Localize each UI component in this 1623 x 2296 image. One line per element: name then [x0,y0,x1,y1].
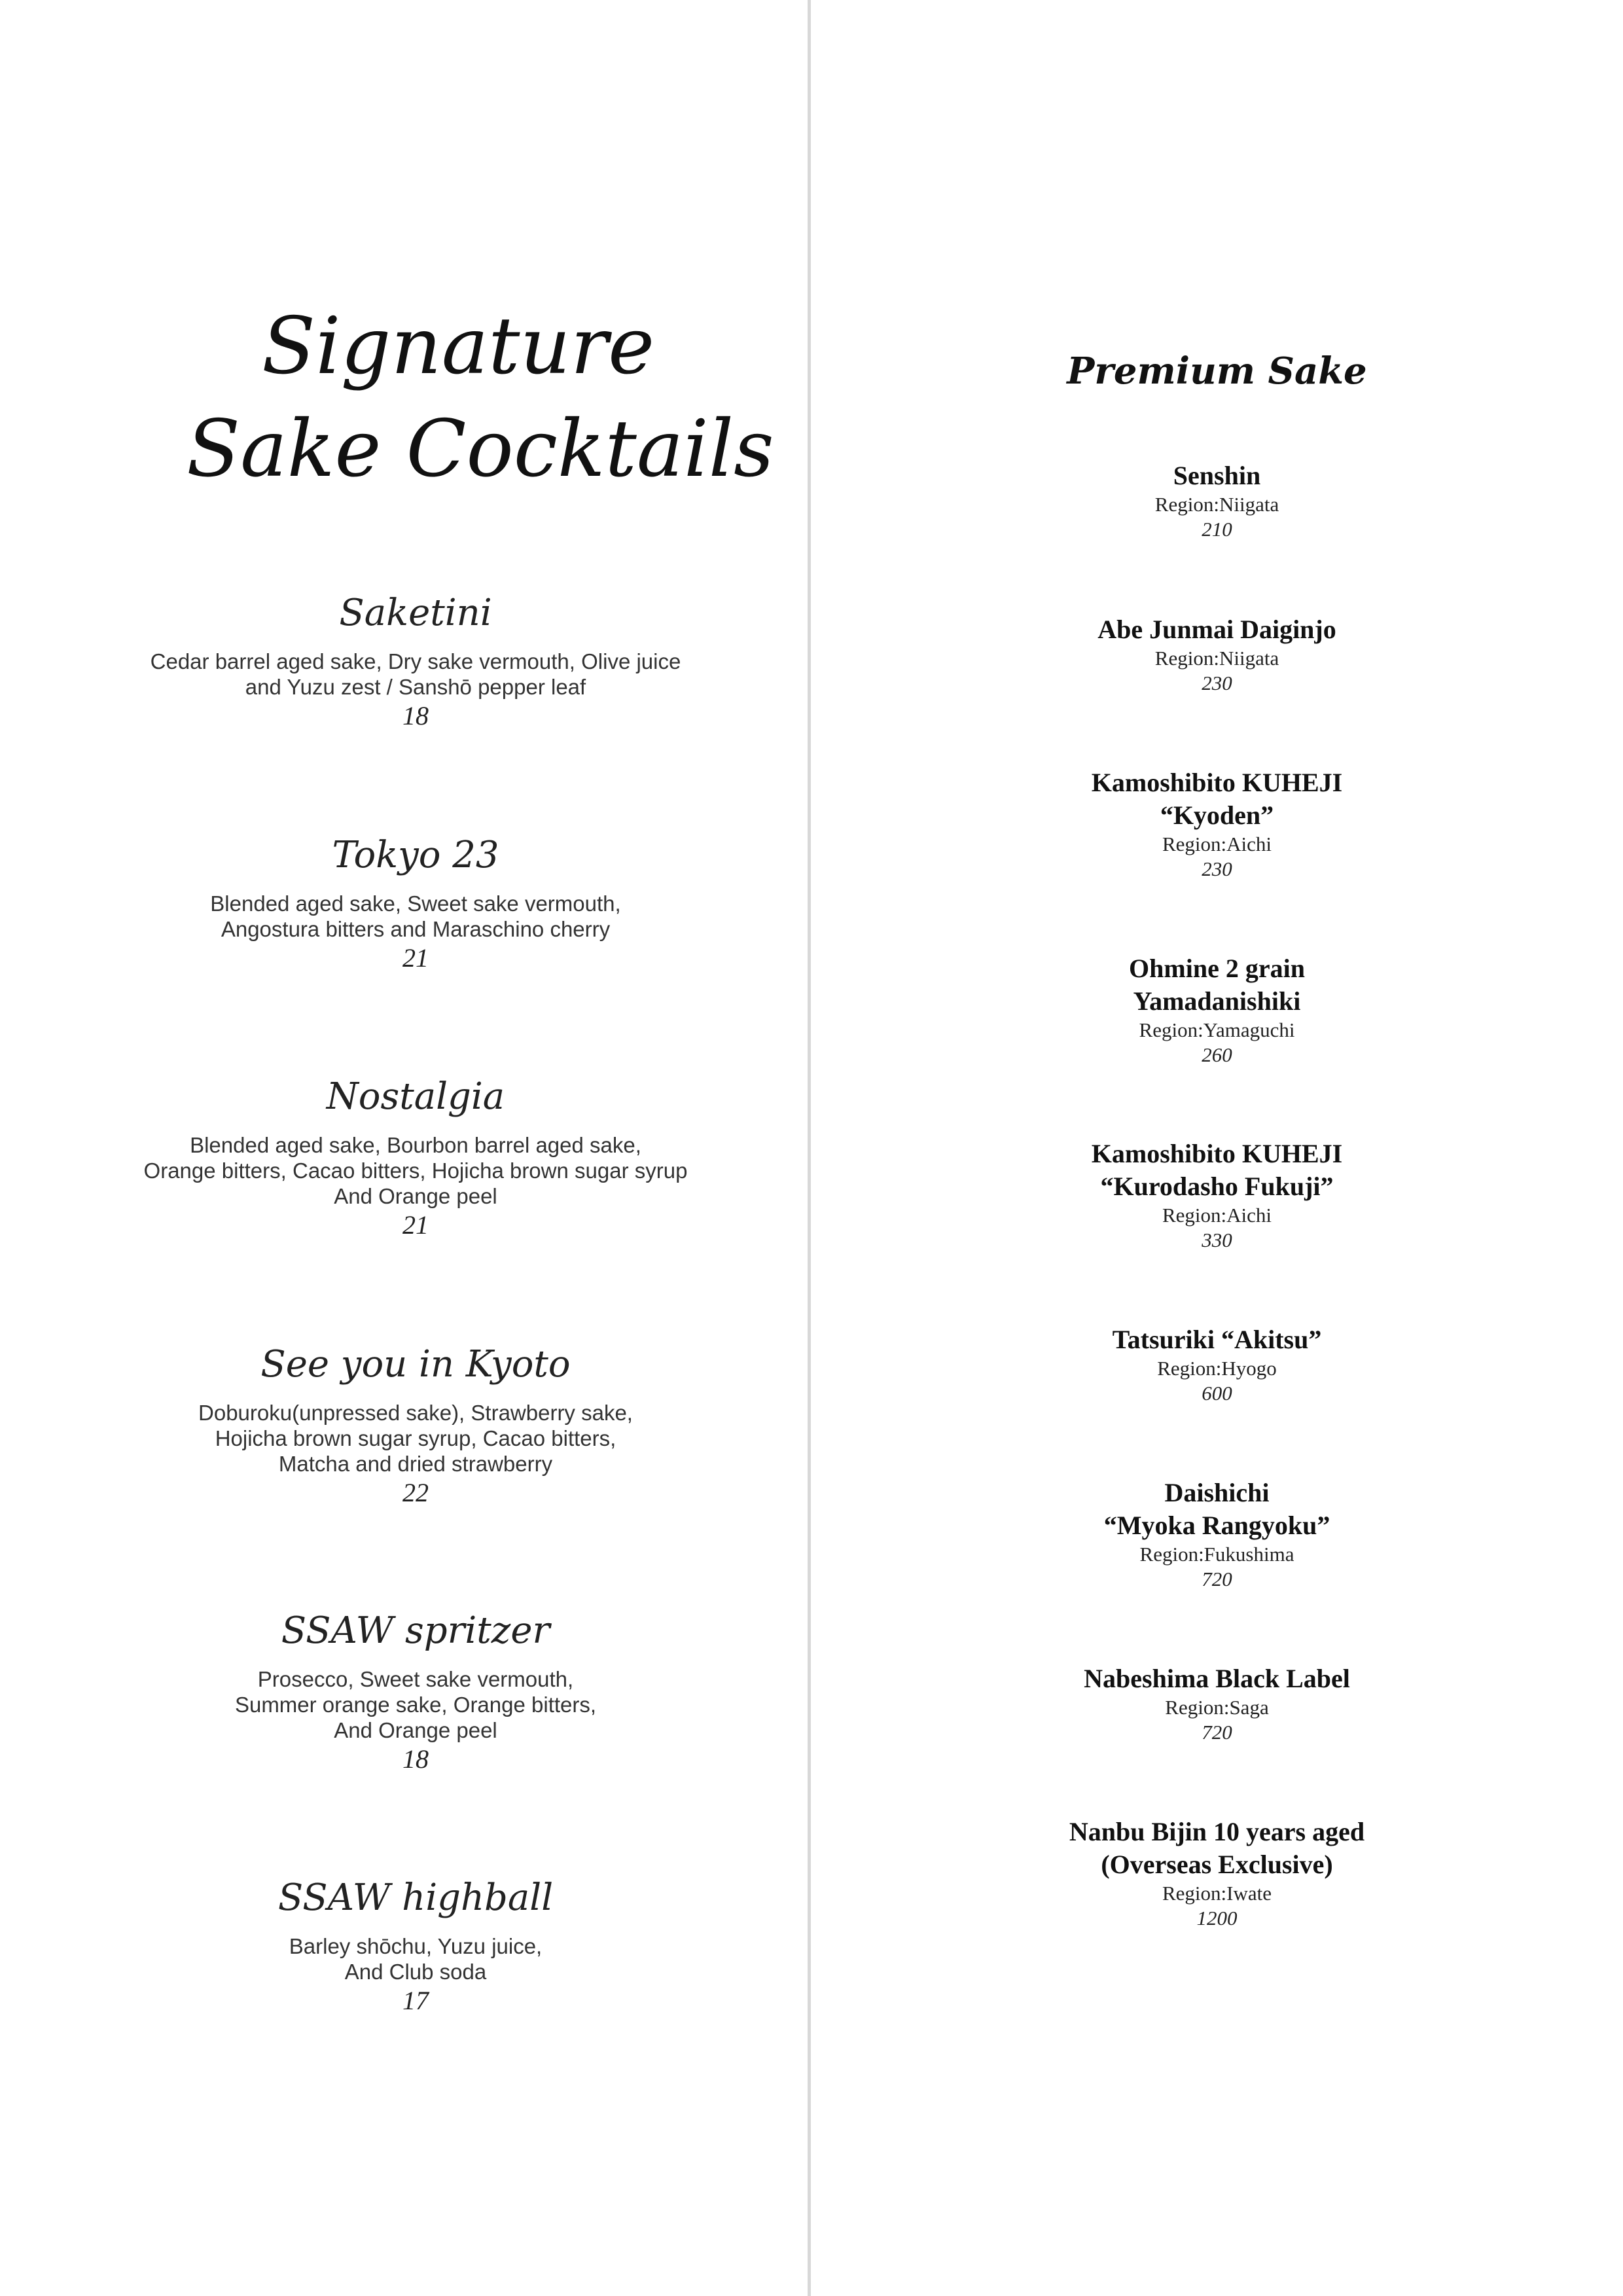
cocktail-item [79,1605,753,1776]
sake-name: Abe Junmai Daiginjo [1097,615,1336,644]
cocktail-item [79,1872,753,2017]
cocktail-price: 21 [402,943,429,973]
cocktail-name: Nostalgia [326,1075,505,1118]
cocktail-description: Barley shōchu, Yuzu juice, And Club soda [289,1934,543,1984]
sake-price: 210 [1202,518,1232,541]
sake-name: Kamoshibito KUHEJI “Kyoden” [1091,768,1343,830]
cocktail-name: Saketini [339,592,492,634]
sake-region: Region:Iwate [1162,1882,1272,1905]
cocktail-description: Blended aged sake, Sweet sake vermouth, Angostura bitters and Maraschino cherry [210,891,621,941]
cocktails-title-line2: Sake Cocktails [187,404,774,495]
sake-column [811,0,1623,2296]
sake-item [811,1662,1623,1745]
sake-item [811,1138,1623,1253]
sake-item [811,1477,1623,1592]
sake-item [811,766,1623,882]
sake-item [811,1816,1623,1931]
sake-item [811,952,1623,1067]
sake-name: Senshin [1173,461,1261,490]
cocktail-description: Doburoku(unpressed sake), Strawberry sake, Hojicha brown sugar syrup, Cacao bitters, Matcha and dried strawberry [198,1401,633,1476]
cocktail-name: SSAW spritzer [281,1609,550,1652]
cocktail-price: 17 [402,1986,429,2015]
cocktail-item [79,587,753,732]
sake-price: 720 [1202,1568,1232,1590]
sake-price: 230 [1202,857,1232,880]
sake-price: 600 [1202,1382,1232,1405]
sake-name: Tatsuriki “Akitsu” [1112,1325,1322,1354]
sake-region: Region:Niigata [1154,647,1279,670]
sake-item [811,459,1623,542]
sake-price: 720 [1202,1721,1232,1744]
cocktail-item [79,829,753,975]
sake-price: 260 [1202,1043,1232,1066]
cocktail-price: 18 [402,701,429,730]
sake-region: Region:Aichi [1162,833,1272,855]
sake-price: 330 [1202,1229,1232,1251]
cocktail-name: See you in Kyoto [260,1343,571,1386]
cocktail-description: Cedar barrel aged sake, Dry sake vermouth, Olive juice and Yuzu zest / Sanshō pepper leaf [150,649,681,699]
sake-region: Region:Fukushima [1139,1543,1294,1566]
cocktail-description: Prosecco, Sweet sake vermouth, Summer orange sake, Orange bitters, And Orange peel [234,1667,597,1742]
sake-name: Kamoshibito KUHEJI “Kurodasho Fukuji” [1091,1139,1343,1201]
cocktail-name: SSAW highball [277,1876,554,1919]
sake-region: Region:Yamaguchi [1139,1018,1295,1041]
cocktail-description: Blended aged sake, Bourbon barrel aged sake, Orange bitters, Cacao bitters, Hojicha brown sugar syrup And Orange peel [143,1133,688,1208]
sake-region: Region:Aichi [1162,1204,1272,1227]
cocktail-item [79,1338,753,1509]
sake-price: 1200 [1196,1907,1238,1929]
sake-region: Region:Hyogo [1157,1357,1277,1380]
sake-item [811,613,1623,696]
cocktail-price: 18 [402,1744,429,1774]
cocktails-title-line1: Signature [262,301,655,392]
cocktail-name: Tokyo 23 [332,834,499,876]
sake-region: Region:Niigata [1154,493,1279,516]
sake-region: Region:Saga [1165,1696,1269,1719]
cocktail-item [79,1071,753,1242]
sake-name: Ohmine 2 grain Yamadanishiki [1129,954,1305,1016]
cocktail-price: 21 [402,1210,429,1240]
sake-title: Premium Sake [1067,350,1367,393]
sake-name: Daishichi “Myoka Rangyoku” [1103,1478,1330,1540]
sake-name: Nabeshima Black Label [1084,1664,1350,1693]
cocktails-column [0,0,808,2296]
sake-price: 230 [1202,672,1232,694]
cocktail-price: 22 [402,1478,429,1507]
sake-item [811,1323,1623,1406]
sake-name: Nanbu Bijin 10 years aged (Overseas Exclusive) [1069,1817,1365,1879]
